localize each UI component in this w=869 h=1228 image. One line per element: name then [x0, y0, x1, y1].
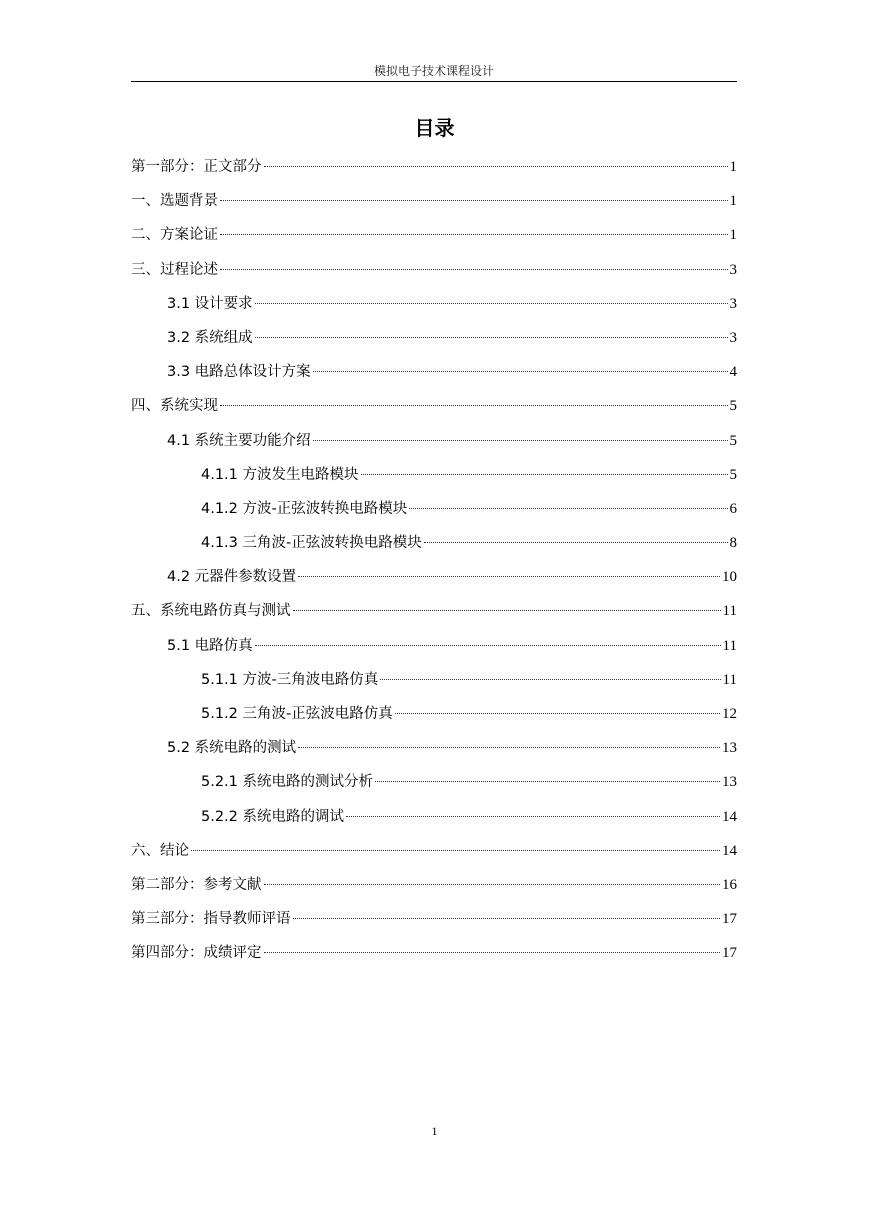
toc-dot-leader — [255, 645, 721, 646]
toc-entry-label: 第一部分：正文部分 — [131, 159, 262, 175]
toc-dot-leader — [375, 781, 720, 782]
toc-entry-label: 5.1.2 三角波-正弦波电路仿真 — [201, 706, 393, 722]
toc-entry-page: 3 — [729, 329, 737, 346]
toc-entry-page: 8 — [729, 535, 737, 552]
toc-entry-page: 11 — [722, 671, 737, 688]
toc-entry-page: 16 — [722, 876, 737, 893]
toc-entry-page: 12 — [722, 706, 737, 722]
toc-entry-page: 5 — [729, 432, 737, 449]
toc-entry[interactable] — [131, 154, 737, 188]
toc-entry-page: 13 — [722, 740, 737, 757]
toc-entry-label: 5.2 系统电路的测试 — [167, 740, 297, 757]
toc-entry-label: 4.2 元器件参数设置 — [167, 569, 297, 586]
toc-entry[interactable] — [131, 701, 737, 735]
toc-entry[interactable] — [131, 735, 737, 769]
toc-dot-leader — [191, 850, 720, 851]
toc-dot-leader — [424, 542, 728, 543]
toc-dot-leader — [395, 713, 720, 714]
toc-entry-page: 11 — [722, 603, 737, 620]
toc-dot-leader — [220, 269, 728, 270]
toc-entry-page: 10 — [722, 569, 737, 586]
toc-entry[interactable] — [131, 906, 737, 940]
toc-entry-label: 5.1 电路仿真 — [167, 637, 253, 654]
toc-entry-label: 5.2.2 系统电路的调试 — [201, 808, 345, 825]
toc-entry-label: 五、系统电路仿真与测试 — [131, 603, 291, 620]
toc-entry-page: 14 — [722, 842, 737, 859]
toc-entry-label: 3.1 设计要求 — [167, 295, 253, 312]
toc-dot-leader — [313, 440, 728, 441]
toc-entry-label: 第四部分：成绩评定 — [131, 945, 262, 962]
page-number: 1 — [431, 1124, 438, 1138]
toc-entry-label: 4.1 系统主要功能介绍 — [167, 432, 311, 449]
toc-dot-leader — [409, 508, 727, 509]
toc-entry[interactable] — [131, 291, 737, 325]
toc-entry[interactable] — [131, 462, 737, 496]
toc-entry-page: 1 — [729, 193, 737, 210]
toc-dot-leader — [346, 816, 720, 817]
toc-entry[interactable] — [131, 257, 737, 291]
toc-dot-leader — [255, 303, 728, 304]
toc-dot-leader — [380, 679, 720, 680]
toc-entry-page: 1 — [729, 159, 737, 175]
toc-dot-leader — [293, 918, 721, 919]
toc-entry-label: 第三部分：指导教师评语 — [131, 911, 291, 928]
toc-entry-label: 3.2 系统组成 — [167, 329, 253, 346]
toc-dot-leader — [298, 576, 720, 577]
toc-entry[interactable] — [131, 598, 737, 632]
toc-entry-page: 5 — [729, 398, 737, 415]
toc-dot-leader — [293, 610, 721, 611]
toc-entry[interactable] — [131, 428, 737, 462]
toc-dot-leader — [264, 952, 721, 953]
toc-entry-page: 4 — [729, 364, 737, 381]
toc-entry[interactable] — [131, 222, 737, 256]
toc-entry-label: 4.1.1 方波发生电路模块 — [201, 466, 359, 483]
toc-entry[interactable] — [131, 325, 737, 359]
toc-entry-label: 3.3 电路总体设计方案 — [167, 364, 311, 381]
toc-dot-leader — [255, 337, 728, 338]
toc-entry[interactable] — [131, 530, 737, 564]
toc-entry[interactable] — [131, 769, 737, 803]
toc-entry[interactable] — [131, 564, 737, 598]
toc-entry-page: 5 — [729, 466, 737, 483]
toc-entry-page: 13 — [722, 774, 737, 791]
toc-entry-page: 3 — [729, 261, 737, 278]
toc-dot-leader — [298, 747, 720, 748]
running-header: 模拟电子技术课程设计 — [373, 64, 494, 78]
toc-dot-leader — [264, 166, 728, 167]
toc-entry[interactable] — [131, 872, 737, 906]
table-of-contents — [131, 154, 737, 975]
toc-title: 目录 — [414, 116, 455, 140]
toc-entry[interactable] — [131, 838, 737, 872]
toc-entry[interactable] — [131, 496, 737, 530]
toc-entry-page: 17 — [722, 911, 737, 928]
toc-entry[interactable] — [131, 393, 737, 427]
toc-entry-label: 二、方案论证 — [131, 227, 218, 244]
toc-dot-leader — [264, 884, 721, 885]
toc-entry-label: 4.1.2 方波-正弦波转换电路模块 — [201, 500, 408, 517]
toc-entry[interactable] — [131, 667, 737, 701]
toc-dot-leader — [361, 474, 728, 475]
header-rule — [131, 81, 737, 82]
toc-dot-leader — [220, 200, 728, 201]
toc-entry-page: 1 — [729, 227, 737, 244]
toc-entry[interactable] — [131, 940, 737, 974]
toc-entry-page: 6 — [729, 500, 737, 517]
toc-dot-leader — [313, 371, 728, 372]
toc-entry-label: 一、选题背景 — [131, 193, 218, 210]
toc-entry-label: 第二部分：参考文献 — [131, 876, 262, 893]
toc-entry-page: 17 — [722, 945, 737, 962]
toc-entry[interactable] — [131, 359, 737, 393]
toc-dot-leader — [220, 405, 728, 406]
toc-entry-label: 5.2.1 系统电路的测试分析 — [201, 774, 374, 791]
toc-entry[interactable] — [131, 804, 737, 838]
toc-entry-label: 4.1.3 三角波-正弦波转换电路模块 — [201, 535, 422, 552]
toc-entry-page: 3 — [729, 295, 737, 312]
toc-entry-page: 11 — [722, 637, 737, 654]
toc-entry-page: 14 — [722, 808, 737, 825]
toc-entry[interactable] — [131, 188, 737, 222]
toc-entry-label: 5.1.1 方波-三角波电路仿真 — [201, 671, 379, 688]
toc-entry-label: 六、结论 — [131, 842, 189, 859]
toc-entry-label: 四、系统实现 — [131, 398, 218, 415]
toc-entry-label: 三、过程论述 — [131, 261, 218, 278]
toc-entry[interactable] — [131, 633, 737, 667]
toc-dot-leader — [220, 234, 728, 235]
